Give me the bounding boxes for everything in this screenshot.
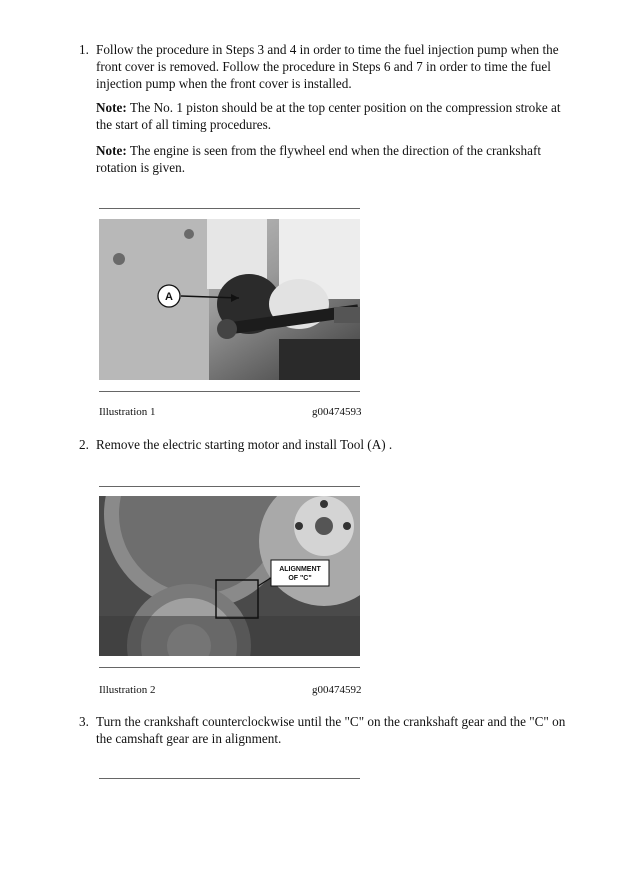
figure-bottom-rule (99, 667, 360, 668)
figure-bottom-rule (99, 391, 360, 392)
figure-top-rule (99, 486, 360, 487)
step-2 (79, 436, 579, 453)
step-3 (79, 713, 579, 747)
illustration-1-photo (99, 219, 360, 380)
note-label: Note: (96, 143, 127, 158)
note-1 (96, 99, 576, 133)
step-1 (79, 41, 579, 92)
step-text: Turn the crankshaft counterclockwise until the "C" on the crankshaft gear and the "C" on the camshaft gear are in alignment. (96, 714, 566, 746)
figure-caption: Illustration 1 (99, 406, 156, 418)
fuel-pump-timing-photo (99, 219, 360, 380)
step-number: 3. (79, 714, 89, 729)
svg-text:ALIGNMENT: ALIGNMENT (279, 566, 321, 573)
callout-a-label: A (165, 291, 173, 303)
note-2 (96, 142, 576, 176)
step-number: 2. (79, 437, 89, 452)
step-number: 1. (79, 42, 89, 57)
illustration-2-photo (99, 496, 360, 656)
figure-top-rule (99, 778, 360, 779)
step-text: Follow the procedure in Steps 3 and 4 in order to time the fuel injection pump when the front cover is removed. Follow the procedure in Steps 6 and 7 in order to time the fuel injection pump when the front cover is installed. (96, 42, 559, 91)
figure-top-rule (99, 208, 360, 209)
note-label: Note: (96, 100, 127, 115)
step-text: Remove the electric starting motor and install Tool (A) . (96, 437, 393, 452)
note-text: The engine is seen from the flywheel end when the direction of the crankshaft rotation is given. (96, 143, 542, 175)
figure-id: g00474593 (312, 406, 362, 418)
timing-gears-photo (99, 496, 360, 656)
svg-text:OF "C": OF "C" (288, 575, 312, 582)
figure-id: g00474592 (312, 684, 362, 696)
note-text: The No. 1 piston should be at the top center position on the compression stroke at the start of all timing procedures. (96, 100, 561, 132)
figure-caption: Illustration 2 (99, 684, 156, 696)
